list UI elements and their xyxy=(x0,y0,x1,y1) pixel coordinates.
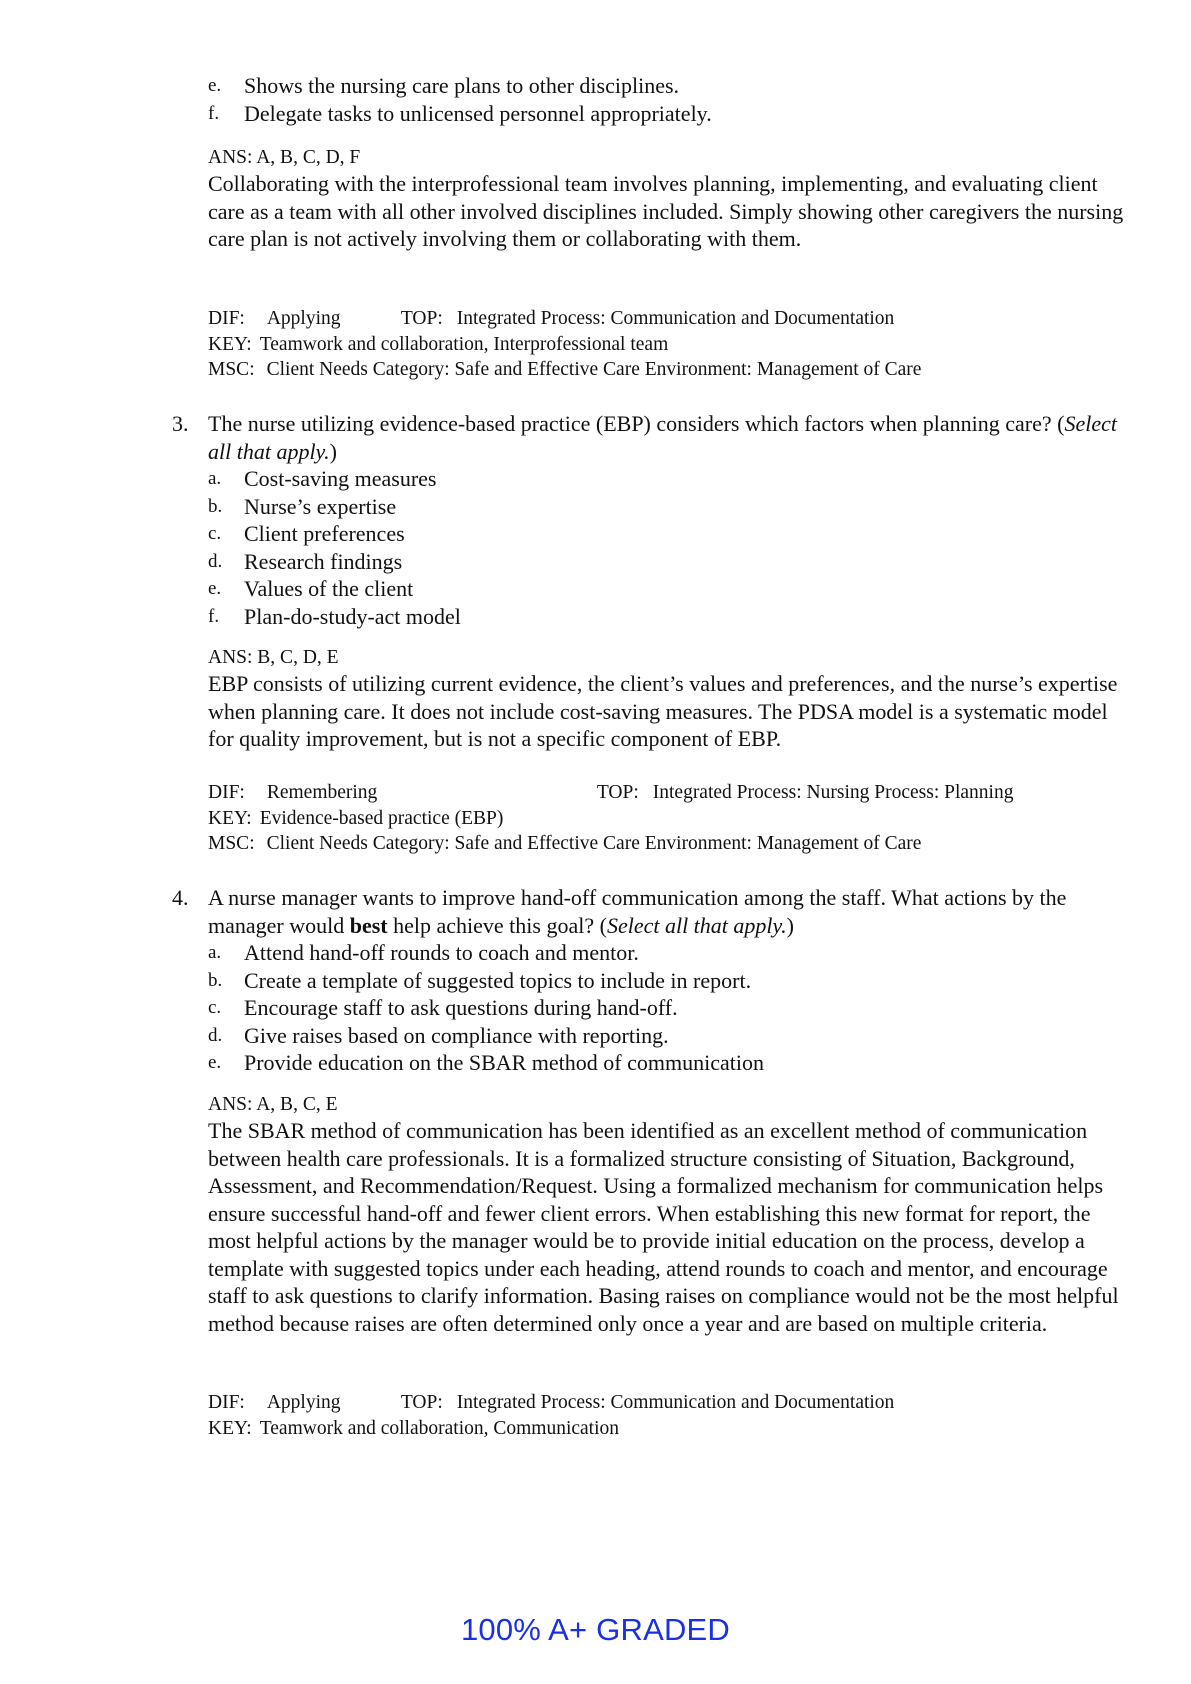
option-letter: e. xyxy=(208,1052,222,1073)
option-item xyxy=(208,465,1128,493)
rationale: The SBAR method of communication has been identified as an excellent method of communication between health care professionals. It is a formalized structure consisting of Situation, Background, Assessment, and Recommendation/Request. Using a formalized mechanism for communication helps ensure successful hand-off and fewer client errors. When establishing this new format for report, the most helpful actions by the manager would be to provide initial education on the process, develop a template with suggested topics under each heading, attend rounds to coach and mentor, and encourage staff to ask questions to clarify information. Basing raises on compliance would not be the most helpful method because raises are often determined only once a year and are based on multiple criteria. xyxy=(208,1118,1119,1336)
footer-watermark: 100% A+ GRADED xyxy=(460,1612,730,1647)
question-metadata xyxy=(208,780,1128,857)
meta-key xyxy=(208,806,1128,832)
rationale: EBP consists of utilizing current evidence, the client’s values and preferences, and the nurse’s expertise when planning care. It does not include cost-saving measures. The PDSA model is a systematic model for quality improvement, but is not a specific component of EBP. xyxy=(208,671,1118,751)
dif-label: DIF: xyxy=(208,1392,245,1413)
stem-end: ) xyxy=(329,438,337,464)
meta-msc xyxy=(208,831,1128,857)
option-letter: f. xyxy=(208,102,220,124)
meta-key xyxy=(208,1416,1128,1442)
option-letter: a. xyxy=(208,942,222,963)
option-text: Provide education on the SBAR method of communication xyxy=(244,1050,764,1075)
option-text: Values of the client xyxy=(244,576,414,601)
option-item xyxy=(208,72,1128,100)
dif-label: DIF: xyxy=(208,782,245,803)
key-label: KEY: xyxy=(208,807,252,829)
option-item xyxy=(208,939,1128,967)
option-item xyxy=(208,1022,1128,1050)
question-stem xyxy=(208,884,1132,939)
stem-italic: Select all that apply. xyxy=(606,912,787,938)
option-letter: d. xyxy=(208,1024,223,1046)
option-letter: d. xyxy=(208,550,223,572)
option-item xyxy=(208,575,1128,603)
meta-key xyxy=(208,332,1128,358)
meta-dif-top xyxy=(208,1390,1128,1416)
option-text: Encourage staff to ask questions during hand-off. xyxy=(244,995,678,1020)
meta-msc xyxy=(208,357,1128,383)
key-value: Teamwork and collaboration, Interprofessional team xyxy=(259,333,669,355)
option-item xyxy=(208,967,1128,995)
top-label: TOP: xyxy=(400,308,443,329)
option-letter: e. xyxy=(208,578,222,599)
answer-line: ANS: B, C, D, E xyxy=(208,647,339,668)
meta-dif-top xyxy=(208,306,1128,332)
stem-end: ) xyxy=(786,912,794,938)
option-letter: b. xyxy=(208,495,223,517)
question-number: 4. xyxy=(172,885,189,910)
stem-text: The nurse utilizing evidence-based practice (EBP) considers which factors when planning care? ( xyxy=(208,411,1065,436)
top-value: Integrated Process: Nursing Process: Planning xyxy=(652,782,1014,803)
option-letter: b. xyxy=(208,969,223,991)
msc-value: Client Needs Category: Safe and Effective Care Environment: Management of Care xyxy=(266,359,922,380)
option-text: Shows the nursing care plans to other disciplines. xyxy=(244,73,680,98)
q3-options xyxy=(208,465,1128,630)
top-value: Integrated Process: Communication and Documentation xyxy=(456,1392,895,1413)
key-label: KEY: xyxy=(208,333,252,355)
top-label: TOP: xyxy=(596,782,639,803)
dif-label: DIF: xyxy=(208,308,245,329)
question-4 xyxy=(172,884,1132,939)
option-item xyxy=(208,493,1128,521)
msc-label: MSC: xyxy=(208,359,255,380)
option-item xyxy=(208,994,1128,1022)
option-text: Nurse’s expertise xyxy=(244,493,397,519)
question-stem xyxy=(208,410,1132,465)
option-text: Give raises based on compliance with reporting. xyxy=(244,1022,669,1048)
msc-value: Client Needs Category: Safe and Effective Care Environment: Management of Care xyxy=(266,833,922,854)
option-text: Client preferences xyxy=(244,521,405,546)
option-letter: f. xyxy=(208,605,220,627)
option-text: Create a template of suggested topics to include in report. xyxy=(244,967,752,993)
key-value: Teamwork and collaboration, Communication xyxy=(259,1417,620,1439)
rationale: Collaborating with the interprofessional team involves planning, implementing, and evaluating client care as a team with all other involved disciplines included. Simply showing other caregivers the nursing care plan is not actively involving them or collaborating with them. xyxy=(208,171,1124,251)
question-number: 3. xyxy=(172,411,189,436)
option-text: Plan-do-study-act model xyxy=(244,603,461,629)
option-text: Cost-saving measures xyxy=(244,466,437,491)
meta-dif-top xyxy=(208,780,1128,806)
option-letter: e. xyxy=(208,75,222,96)
stem-italic: Select all that apply. xyxy=(208,411,1117,464)
option-item xyxy=(208,100,1128,128)
key-value: Evidence-based practice (EBP) xyxy=(259,807,504,829)
carryover-options xyxy=(208,72,1128,127)
top-value: Integrated Process: Communication and Documentation xyxy=(456,308,895,329)
option-item xyxy=(208,520,1128,548)
question-3 xyxy=(172,410,1132,465)
option-item xyxy=(208,603,1128,631)
dif-value: Remembering xyxy=(266,782,378,803)
option-item xyxy=(208,1049,1128,1077)
option-text: Research findings xyxy=(244,548,403,574)
stem-bold: best xyxy=(349,912,388,938)
answer-line: ANS: A, B, C, D, F xyxy=(208,147,361,168)
answer-line: ANS: A, B, C, E xyxy=(208,1094,338,1115)
option-item xyxy=(208,548,1128,576)
option-text: Delegate tasks to unlicensed personnel appropriately. xyxy=(244,100,712,126)
question-metadata xyxy=(208,306,1128,383)
stem-text-2: help achieve this goal? ( xyxy=(387,912,607,938)
key-label: KEY: xyxy=(208,1417,252,1439)
option-letter: c. xyxy=(208,997,222,1018)
q4-options xyxy=(208,939,1128,1077)
msc-label: MSC: xyxy=(208,833,255,854)
top-label: TOP: xyxy=(400,1392,443,1413)
option-letter: c. xyxy=(208,523,222,544)
option-text: Attend hand-off rounds to coach and mentor. xyxy=(244,940,639,965)
option-letter: a. xyxy=(208,468,222,489)
dif-value: Applying xyxy=(266,308,341,329)
question-metadata xyxy=(208,1390,1128,1441)
stem-text: A nurse manager wants to improve hand-off communication among the staff. What actions by the manager would xyxy=(208,885,1067,938)
dif-value: Applying xyxy=(266,1392,341,1413)
